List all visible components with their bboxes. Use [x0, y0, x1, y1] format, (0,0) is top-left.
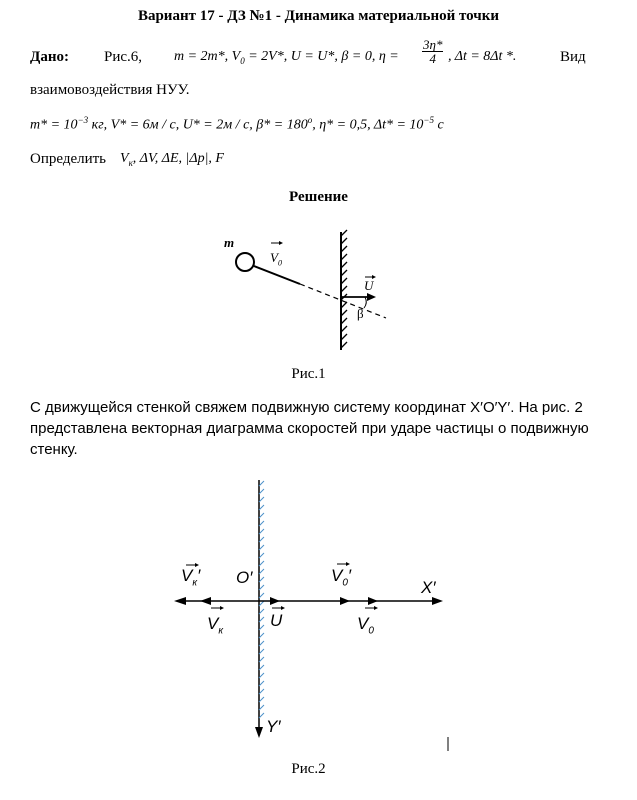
- find-rest: , ΔV, ΔE, |Δp|, F: [132, 151, 224, 166]
- fig1-beta-arc: [364, 297, 366, 308]
- given-label: Дано:: [30, 49, 69, 65]
- values-unit: c: [434, 117, 444, 133]
- interaction-value: взаимовоздействия НУУ.: [30, 82, 190, 98]
- fig2-v0-prime-label: $V_0'$: [331, 566, 352, 589]
- values-end: , η* = 0,5, Δt* = 10: [312, 117, 424, 133]
- fig1-u-arrowhead: [367, 293, 376, 301]
- fig2-v0-prime-arrowhead: [340, 597, 350, 605]
- relations-part3: , Δt = 8Δt *.: [448, 49, 517, 64]
- fig1-beta-label: β: [357, 306, 364, 321]
- eta-denominator: 4: [429, 51, 436, 66]
- fig2-vk-prime-arrowhead: [174, 597, 186, 605]
- fig2-v0-label: $V_0$: [357, 614, 374, 637]
- fig1-mass-circle: [236, 253, 254, 271]
- values-deg: o: [307, 115, 313, 125]
- find-sub-k: к: [128, 157, 133, 168]
- fig2-vk-label: $V_к$: [207, 614, 224, 637]
- fig2-origin-label: O′: [236, 568, 253, 587]
- values-rest: кг, V* = 6м / c, U* = 2м / c, β* = 180: [88, 117, 308, 133]
- fig2-y-axis-label: Y′: [266, 717, 281, 736]
- relations-sub0: 0: [240, 55, 245, 66]
- eta-numerator: 3η*: [423, 37, 443, 52]
- interaction-label: Вид: [560, 49, 586, 65]
- figure-ref: Рис.6,: [104, 49, 143, 65]
- values-mass: m* = 10: [30, 117, 78, 133]
- fig2-vk-prime-label: $V_к'$: [181, 566, 201, 589]
- find-label: Определить: [30, 151, 107, 167]
- fig2-vk-arrowhead: [200, 597, 211, 605]
- fig1-v0-vector-tip: [279, 241, 283, 245]
- relations-part2: = 2V*, U = U*, β = 0, η =: [244, 49, 399, 64]
- page-title: Вариант 17 - ДЗ №1 - Динамика материальной точки: [137, 8, 500, 24]
- fig1-v0-label: $V_0$: [270, 250, 282, 268]
- fig2-y-arrowhead: [255, 727, 263, 738]
- fig1-u-label: U: [364, 278, 374, 293]
- fig2-u-arrowhead: [270, 597, 280, 605]
- relations-part1: m = 2m*, V: [174, 49, 241, 64]
- fig1-trajectory-solid: [254, 266, 300, 284]
- values-exp: −3: [77, 115, 89, 125]
- values-exp2: −5: [423, 115, 434, 125]
- find-vk: V: [120, 151, 129, 166]
- fig1-mass-label: m: [224, 235, 235, 250]
- fig2-x-axis-label: X′: [421, 578, 436, 597]
- fig2-v0-arrowhead: [368, 597, 378, 605]
- fig2-x-arrowhead: [432, 597, 443, 605]
- fig1-caption: Рис.1: [291, 366, 326, 382]
- body-paragraph: С движущейся стенкой свяжем подвижную систему координат X′O′Y′. На рис. 2 представлена векторная диаграмма скоростей при ударе частицы о подвижную стенку.: [30, 399, 589, 458]
- fig2-u-label: U: [270, 611, 283, 630]
- solution-heading: Решение: [289, 189, 348, 205]
- fig2-caption: Рис.2: [291, 761, 326, 777]
